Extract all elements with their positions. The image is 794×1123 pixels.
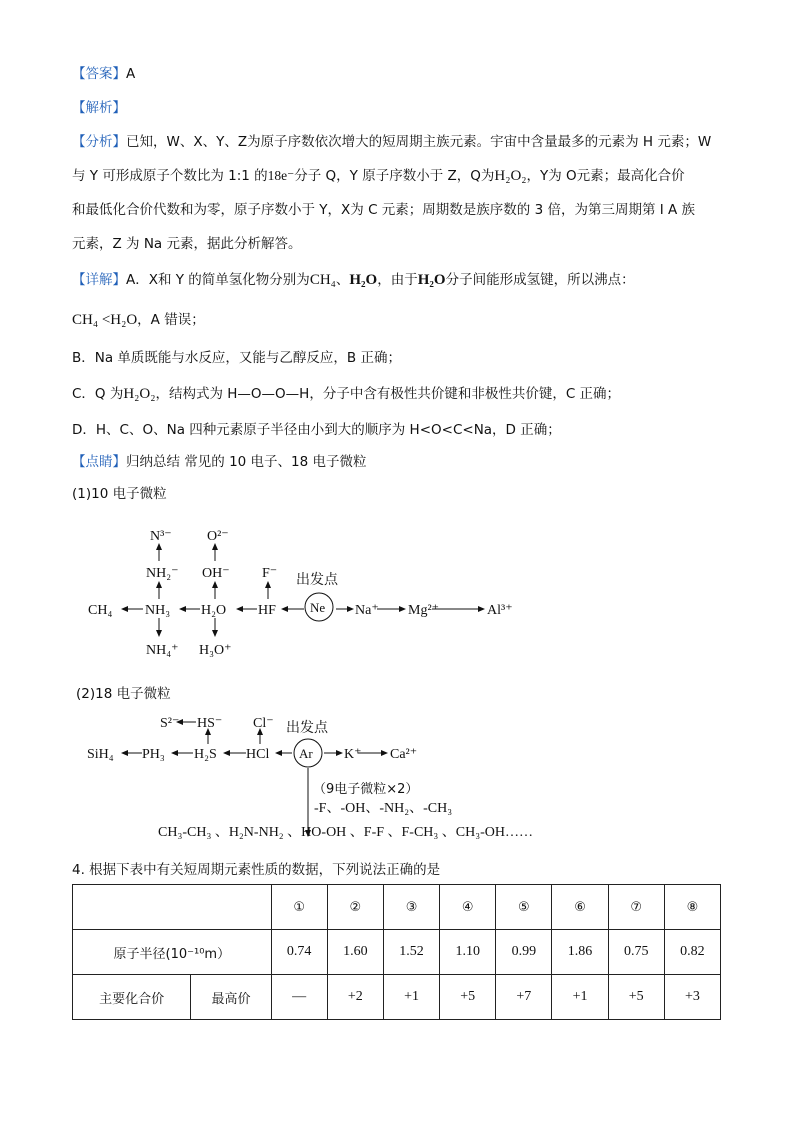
radius-cell: 1.52 xyxy=(383,930,439,975)
valence-label: 主要化合价 xyxy=(73,975,191,1020)
table-row-radius xyxy=(73,930,721,975)
valence-cell: +7 xyxy=(496,975,552,1020)
d18-ca: Ca²⁺ xyxy=(390,747,418,762)
d10-f: F⁻ xyxy=(262,566,278,581)
d18-hs: HS⁻ xyxy=(197,716,223,731)
diagram18-heading: (2)18 电子微粒 xyxy=(76,686,171,702)
d10-h2o: H₂O xyxy=(201,603,227,618)
radius-cell: 1.10 xyxy=(440,930,496,975)
valence-cell: +1 xyxy=(552,975,608,1020)
analysis-label: 【解析】 xyxy=(72,100,126,116)
d18-sih4: SiH₄ xyxy=(87,747,114,762)
xiangjie-label: 【详解】 xyxy=(72,272,126,288)
d18-cl: Cl⁻ xyxy=(253,716,274,731)
radius-label: 原子半径(10⁻¹⁰m） xyxy=(73,930,272,975)
valence-cell: +5 xyxy=(440,975,496,1020)
fenxi-label: 【分析】 xyxy=(72,134,126,150)
valence-cell: +2 xyxy=(327,975,383,1020)
xiangjie-a-line-1: 【详解】A．X和 Y 的简单氢化物分别为CH₄、H₂O，由于H₂O分子间能形成氢键，所以沸点： xyxy=(72,272,635,288)
header-cell: ③ xyxy=(383,885,439,930)
header-cell: ⑦ xyxy=(608,885,664,930)
radius-cell: 0.75 xyxy=(608,930,664,975)
radius-cell: 1.86 xyxy=(552,930,608,975)
d18-ar: Ar xyxy=(299,746,313,761)
element-property-table xyxy=(72,884,721,1020)
answer-value: A xyxy=(126,66,136,82)
d10-ch4: CH₄ xyxy=(88,603,113,618)
dianjing-line: 【点睛】归纳总结 常见的 10 电子、18 电子微粒 xyxy=(72,454,367,470)
radius-cell: 0.99 xyxy=(496,930,552,975)
answer-label: 【答案】 xyxy=(72,66,126,82)
header-cell: ② xyxy=(327,885,383,930)
d10-nh3: NH₃ xyxy=(145,603,171,618)
d10-na: Na⁺ xyxy=(355,603,379,618)
xiangjie-b: B．Na 单质既能与水反应，又能与乙醇反应，B 正确； xyxy=(72,350,401,366)
d10-n3: N³⁻ xyxy=(150,529,172,544)
valence-cell: +5 xyxy=(608,975,664,1020)
d10-hf: HF xyxy=(258,603,276,618)
fenxi-line-3: 和最低化合价代数和为零，原子序数小于 Y，X为 C 元素；周期数是族序数的 3 倍，为第三周期第 I A 族 xyxy=(72,202,696,218)
radius-cell: 0.82 xyxy=(664,930,720,975)
d10-start-label: 出发点 xyxy=(296,572,338,588)
header-cell: ⑥ xyxy=(552,885,608,930)
d18-hcl: HCl xyxy=(246,747,270,762)
d10-mg: Mg²⁺ xyxy=(408,603,440,618)
radius-cell: 1.60 xyxy=(327,930,383,975)
radius-cell: 0.74 xyxy=(271,930,327,975)
d18-start-label: 出发点 xyxy=(286,720,328,736)
header-cell: ① xyxy=(271,885,327,930)
d18-s2: S²⁻ xyxy=(160,716,180,731)
header-cell: ⑤ xyxy=(496,885,552,930)
d10-al: Al³⁺ xyxy=(487,603,513,618)
d10-oh: OH⁻ xyxy=(202,566,230,581)
d18-h2s: H₂S xyxy=(194,747,217,762)
valence-cell: — xyxy=(271,975,327,1020)
d10-nh4: NH₄⁺ xyxy=(146,643,179,658)
fenxi-line-4: 元素，Z 为 Na 元素，据此分析解答。 xyxy=(72,236,302,252)
d18-k: K⁺ xyxy=(344,747,362,762)
valence-cell: +3 xyxy=(664,975,720,1020)
d10-ne: Ne xyxy=(310,600,326,615)
header-cell: ④ xyxy=(440,885,496,930)
header-cell: ⑧ xyxy=(664,885,720,930)
xiangjie-d: D．H、C、O、Na 四种元素原子半径由小到大的顺序为 H<O<C<Na，D 正确； xyxy=(72,422,561,438)
dianjing-label: 【点睛】 xyxy=(72,454,126,470)
d18-nine-list: -F、-OH、-NH₂、-CH₃ xyxy=(314,801,453,816)
valence-cell: +1 xyxy=(383,975,439,1020)
max-valence-label: 最高价 xyxy=(191,975,271,1020)
d18-ph3: PH₃ xyxy=(142,747,165,762)
fenxi-line-2: 与 Y 可形成原子个数比为 1:1 的18e⁻分子 Q，Y 原子序数小于 Z，Q为H₂O₂，Y为 O元素；最高化合价 xyxy=(72,168,685,184)
table-header-row xyxy=(73,885,721,930)
d18-combos: CH₃-CH₃ 、H₂N-NH₂ 、HO-OH 、F-F 、F-CH₃ 、CH₃-OH…… xyxy=(158,825,534,840)
table-row-valence xyxy=(73,975,721,1020)
d18-nine-label: （9电子微粒×2） xyxy=(313,782,419,797)
d10-nh2: NH₂⁻ xyxy=(146,566,179,581)
d10-h3o: H₃O⁺ xyxy=(199,643,232,658)
xiangjie-a-line-2: CH₄ <H₂O，A 错误； xyxy=(72,312,205,328)
d10-o2: O²⁻ xyxy=(207,529,229,544)
diagram10-heading: (1)10 电子微粒 xyxy=(72,486,167,502)
fenxi-line-1: 【分析】已知，W、X、Y、Z为原子序数依次增大的短周期主族元素。宇宙中含量最多的元素为 H 元素；W xyxy=(72,134,712,150)
xiangjie-c: C．Q 为H₂O₂，结构式为 H—O—O—H，分子中含有极性共价键和非极性共价键，C 正确； xyxy=(72,386,621,402)
q4-question: 4. 根据下表中有关短周期元素性质的数据，下列说法正确的是 xyxy=(72,862,441,878)
